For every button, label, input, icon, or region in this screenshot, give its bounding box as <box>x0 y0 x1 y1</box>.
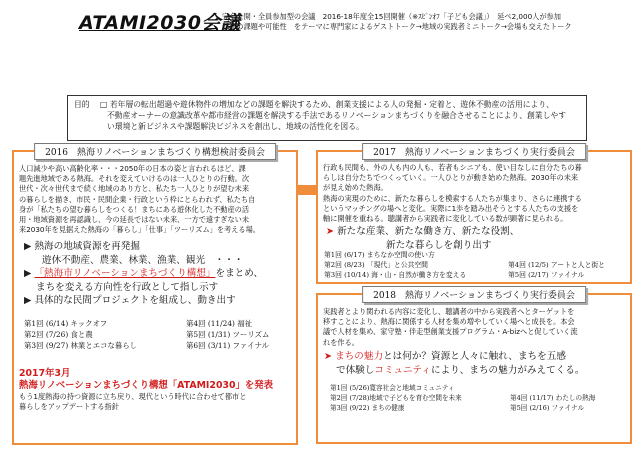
intro-line: 行政も民間も、外の人も内の人も、若者もシニアも、使い目なしに自分たちの暮 <box>323 163 582 172</box>
panel-2016 <box>12 150 298 445</box>
purpose-box <box>67 95 587 141</box>
schedule-item: 第1回 (5/26)寛容社会と地域コミュニティ <box>330 384 455 392</box>
schedule-item: 第2回 (7/26) 食と農 <box>24 330 93 339</box>
schedule-item: 第3回 (9/27) 林業とエコな暮らし <box>24 341 138 350</box>
schedule-item: 第5回 (2/16) ファイナル <box>510 404 585 412</box>
bullet-2-sub: まちを変える方向性を行政として指し示す <box>36 281 219 293</box>
bullet-arrow-icon: ➤ <box>324 351 336 362</box>
purpose-line-2: 不動産オーナーの意識改革や都市経営の課題を解決する手法であるリノベーションまちづくりを融合させることにより、創業しやす <box>107 111 566 120</box>
bullet-triangle-icon: ▶ <box>24 241 35 252</box>
result-desc-1: もう1度熱海の持つ資源に立ち戻り、現代という時代に合わせて都市と <box>19 392 247 401</box>
schedule-item: 第2回 (7/28)地域で子どもを育む空間を未来 <box>330 394 462 402</box>
intro-line: 人口減少や高い高齢化率・・・2050年の日本の姿と言われるほど、課 <box>19 164 246 173</box>
intro-line: が見え始めた熱海。 <box>323 183 388 193</box>
intro-line: 熱海の実現のために、新たな暮らしを模索する人たちが集まり、さらに連携する <box>323 193 582 203</box>
schedule-item: 第5回 (1/31) ツーリズム <box>186 330 270 339</box>
schedule-item: 第6回 (3/11) ファイナル <box>186 341 269 350</box>
bullet-arrow-icon: ➤ <box>326 226 338 237</box>
schedule-item: 第3回 (9/22) まちの健康 <box>330 404 405 412</box>
intro-line: 移すことにより、熱海に関係する人材を集め増やしていく場へと成長を。本会 <box>323 317 575 327</box>
schedule-item: 第2回 (8/23) 「現代」と公共空間 <box>324 261 428 269</box>
panel-2018-intro <box>323 307 628 348</box>
panel-2018-heading: 2018 熱海リノベーションまちづくり実行委員会 <box>362 286 586 303</box>
schedule-item: 第1回 (6/14) キックオフ <box>24 319 108 328</box>
purpose-line-1: □ 若年層の転出超過や遊休物件の増加などの課題を解決するため、創業支援による人の発掘・定着と、遊休不動産の活用により、 <box>100 100 554 109</box>
bullet-2018-line2b: により、まちの魅力がみえてくる。 <box>430 364 585 376</box>
header-line-2: 熱海の課題や可能性 をテーマに専門家によるゲストトーク→地域の実践者ミニトーク→会場も交えたトーク <box>222 22 572 31</box>
intro-line: 題先進地域である熱海。それを変えていけるのは一人ひとりの行動。次 <box>19 174 250 184</box>
panel-2018-bullet <box>324 350 629 377</box>
panel-2016-heading: 2016 熱海リノベーションまちづくり構想検討委員会 <box>34 143 276 160</box>
purpose-label: 目的 <box>74 100 90 109</box>
schedule-2018-col2 <box>510 393 628 413</box>
schedule-2017-col2 <box>508 260 628 280</box>
intro-line: らしは自分たちでつくっていく。一人ひとりが動き始めた熱海。2030年の未来 <box>323 173 579 183</box>
header-line-1: 完全公開・全員参加型の会議 2016-18年度全15回開催（※ｽﾋﾟﾝｵﾌ「子ども会議」） 延べ2,000人が参加 <box>222 12 561 21</box>
panel-2016-result <box>19 368 297 412</box>
schedule-item: 第4回 (11/24) 福祉 <box>186 319 253 328</box>
bullet-2018-rest: とは何か？資源と人々に触れ、まちを五感 <box>383 351 566 362</box>
page-title: ATAMI2030会議 <box>79 12 241 34</box>
panel-2016-bullets <box>24 240 296 308</box>
result-desc-2: 暮らしをアップデートする指針 <box>19 402 119 412</box>
bullet-triangle-icon: ▶ <box>24 295 35 306</box>
bullet-2017-line-2: 新たな暮らしを創り出す <box>386 239 492 251</box>
panel-2018 <box>316 293 632 444</box>
schedule-2017-col1 <box>324 250 484 280</box>
schedule-item: 第4回 (11/17) わたしの熱海 <box>510 394 596 402</box>
bullet-1-sub: 遊休不動産、農業、林業、漁業、観光 ・・・ <box>42 254 244 266</box>
bullet-2018-highlight-2: コミュニティ <box>374 364 431 376</box>
bullet-2-rest: をまとめ、 <box>215 268 264 279</box>
schedule-item: 第5回 (2/17) ファイナル <box>508 271 585 279</box>
schedule-2016-col2 <box>186 318 296 351</box>
schedule-2018-col1 <box>330 383 500 413</box>
intro-line: 来2030年を見据えた熱海の「暮らし」「仕事」「ツーリズム」を考える場。 <box>19 225 260 235</box>
intro-line: 議で人材を集め、家守塾・伴走型創業支援プログラム・A-bizへと促していく流 <box>323 327 578 337</box>
bullet-2018-line2a: で体験し <box>336 364 375 376</box>
purpose-line-3: い環境と新ビジネスや課題解決ビジネスを創出し、地域の活性化を図る。 <box>107 122 364 131</box>
result-date: 2017年3月 <box>19 368 71 379</box>
bullet-2018-highlight: まちの魅力 <box>335 351 384 362</box>
bullet-triangle-icon: ▶ <box>24 268 35 279</box>
schedule-2016-col1 <box>24 318 174 351</box>
schedule-item: 第3回 (10/14) 海・山・自然が働き方を変える <box>324 271 467 279</box>
bullet-3-title: 具体的な民間プロジェクトを組成し、動き出す <box>34 295 236 306</box>
intro-line: 世代・次々世代まで続く地域のあり方と、私たち一人ひとりが望む未来 <box>19 184 250 194</box>
bullet-1-title: 熱海の地域資源を再発掘 <box>34 241 140 252</box>
bullet-2-quote: 「熱海市リノベーションまちづくり構想」 <box>34 268 216 279</box>
intro-line: 軸に開催を重ねる。聴講者から実践者に変化している数が顕著に見られる。 <box>323 214 568 224</box>
panel-2017-intro <box>323 163 628 224</box>
schedule-item: 第4回 (12/5) アートと人と街と <box>508 261 605 269</box>
panel-2017-bullet <box>326 225 626 252</box>
panel-2017-heading: 2017 熱海リノベーションまちづくり実行委員会 <box>362 143 586 160</box>
intro-line: れを作る。 <box>323 337 359 347</box>
result-announcement: 熱海リノベーションまちづくり構想「ATAMI2030」を発表 <box>19 380 274 391</box>
intro-line: の暮らしを描き、市民・民間企業・行政という枠にとらわれず、私たち自 <box>19 194 256 204</box>
intro-line: 用・地域資源を再認識し、今の延長ではない未来、一方で遠すぎない未 <box>19 215 250 225</box>
schedule-item: 第1回 (6/17) まちなか空間の使い方 <box>324 251 435 259</box>
panel-2017 <box>316 150 632 284</box>
intro-line: というマッチングの場へと変化。実際に1歩を踏み出そうとする人たちの支援を <box>323 203 579 213</box>
panel-2016-intro <box>19 164 295 235</box>
bullet-2017-line-1: 新たな産業、新たな働き方、新たな役割、 <box>337 226 520 237</box>
intro-line: 実践者とより関われる内容に変化し、聴講者の中から実践者へとターゲットを <box>323 307 575 316</box>
intro-line: 身が「私たちの望む暮らしをつくる！まちにある遊休化した不動産の活 <box>19 204 250 214</box>
